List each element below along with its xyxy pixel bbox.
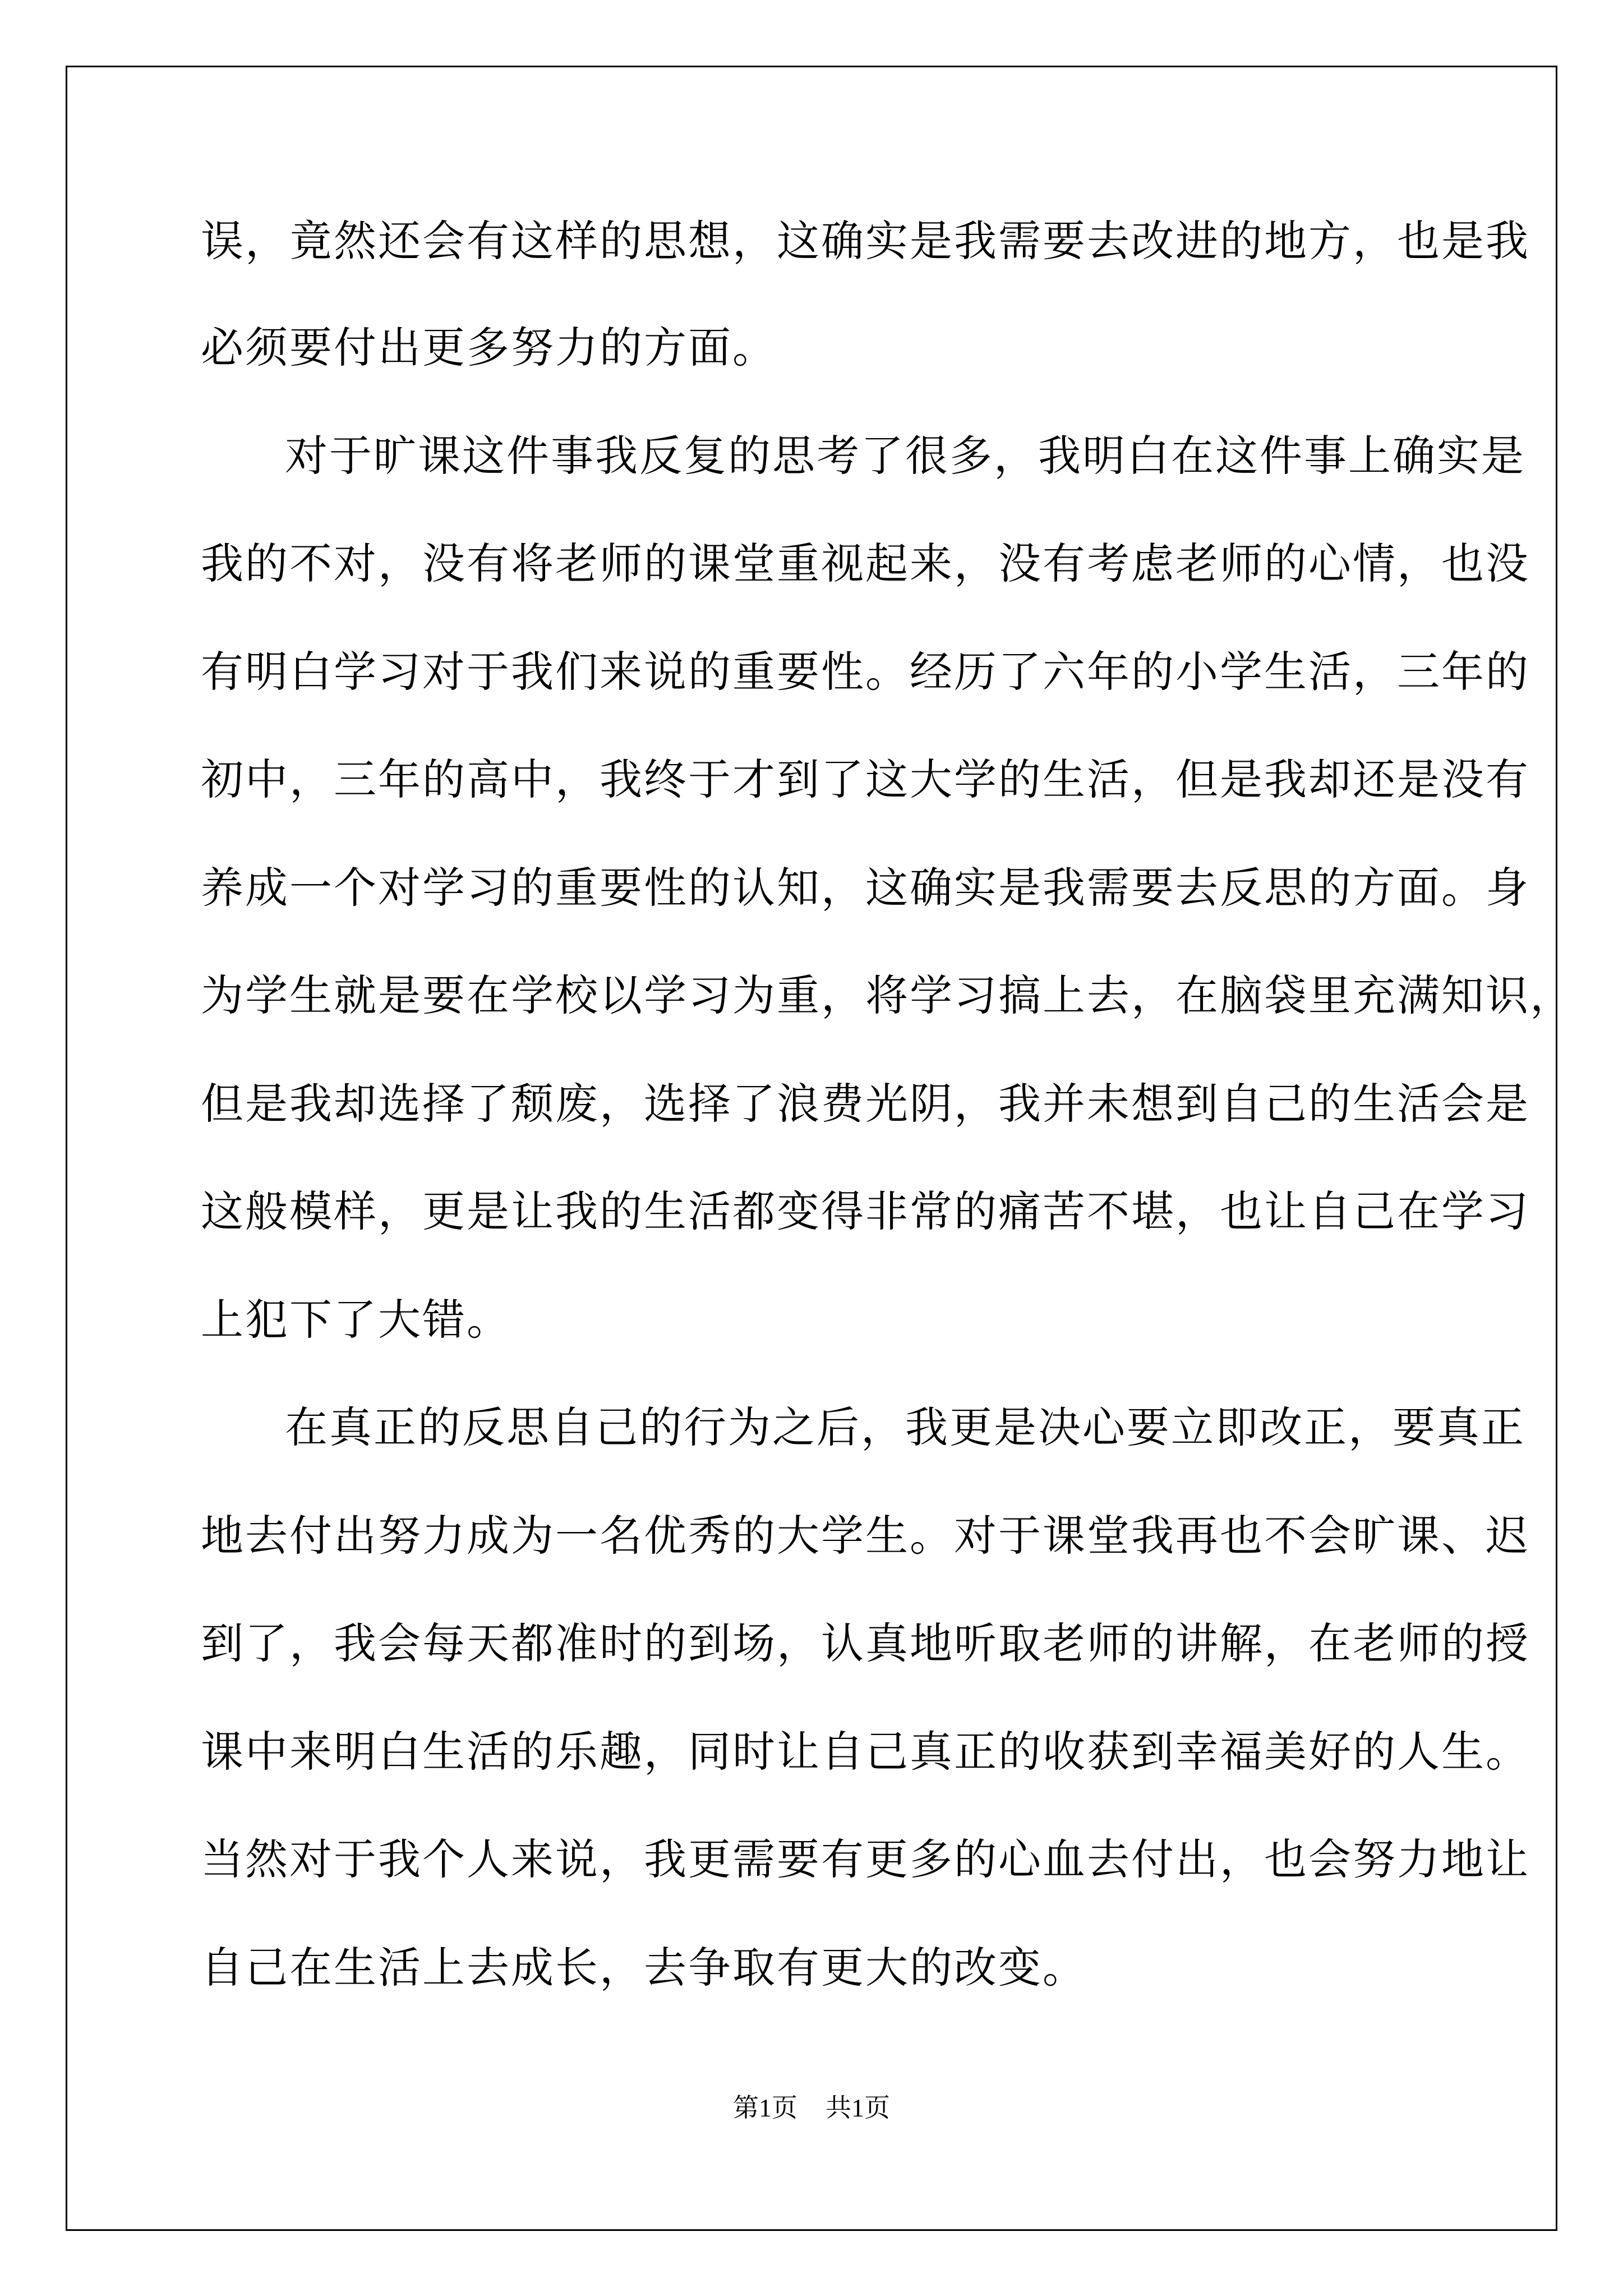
page-border bbox=[66, 66, 1557, 2231]
body-line: 有明白学习对于我们来说的重要性。经历了六年的小学生活，三年的 bbox=[201, 647, 1530, 697]
body-line: 自己在生活上去成长，去争取有更大的改变。 bbox=[201, 1943, 1087, 1993]
body-line: 我的不对，没有将老师的课堂重视起来，没有考虑老师的心情，也没 bbox=[201, 539, 1530, 588]
paragraph-first-line: 在真正的反思自己的行为之后，我更是决心要立即改正，要真正 bbox=[285, 1402, 1525, 1452]
body-line: 为学生就是要在学校以学习为重，将学习搞上去，在脑袋里充满知识， bbox=[201, 970, 1574, 1020]
body-line: 必须要付出更多努力的方面。 bbox=[201, 323, 777, 372]
paragraph-first-line: 对于旷课这件事我反复的思考了很多，我明白在这件事上确实是 bbox=[285, 431, 1525, 481]
page-number: 第1页 bbox=[733, 2093, 797, 2122]
body-line: 上犯下了大错。 bbox=[201, 1295, 511, 1345]
body-line: 养成一个对学习的重要性的认知，这确实是我需要去反思的方面。身 bbox=[201, 863, 1530, 913]
body-line: 这般模样，更是让我的生活都变得非常的痛苦不堪，也让自己在学习 bbox=[201, 1186, 1530, 1236]
page-total: 共1页 bbox=[826, 2093, 890, 2122]
body-line: 到了，我会每天都准时的到场，认真地听取老师的讲解，在老师的授 bbox=[201, 1618, 1530, 1668]
body-line: 当然对于我个人来说，我更需要有更多的心血去付出，也会努力地让 bbox=[201, 1834, 1530, 1884]
body-line: 但是我却选择了颓废，选择了浪费光阴，我并未想到自己的生活会是 bbox=[201, 1079, 1530, 1129]
body-line: 误，竟然还会有这样的思想，这确实是我需要去改进的地方，也是我 bbox=[201, 216, 1530, 266]
page-footer bbox=[0, 2091, 1623, 2125]
body-line: 地去付出努力成为一名优秀的大学生。对于课堂我再也不会旷课、迟 bbox=[201, 1511, 1530, 1561]
body-line: 初中，三年的高中，我终于才到了这大学的生活，但是我却还是没有 bbox=[201, 754, 1530, 804]
body-line: 课中来明白生活的乐趣，同时让自己真正的收获到幸福美好的人生。 bbox=[201, 1727, 1530, 1777]
